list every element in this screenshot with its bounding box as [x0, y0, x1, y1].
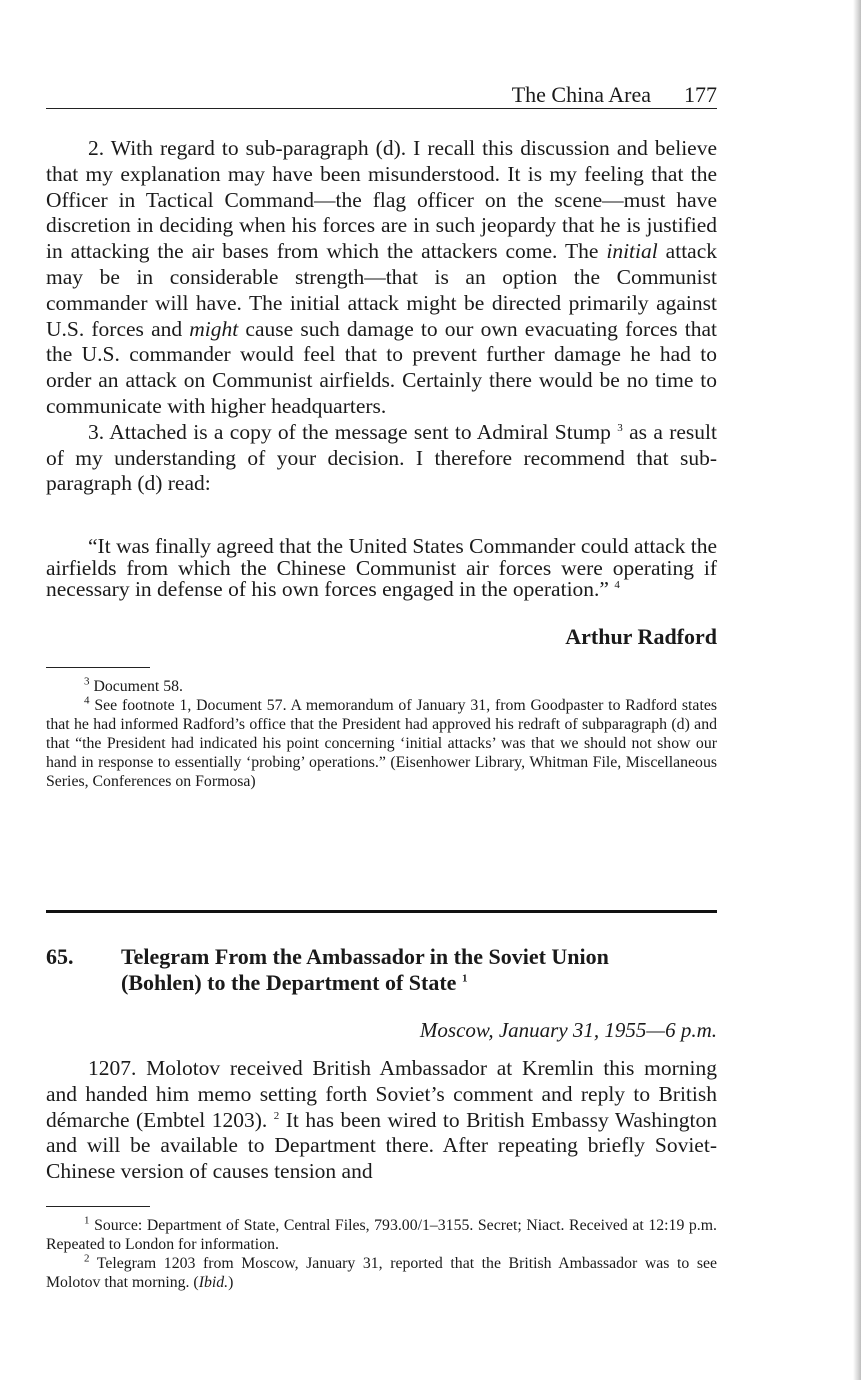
signature: Arthur Radford: [565, 624, 717, 649]
paragraph-2: 2. With regard to sub-paragraph (d). I recall this discussion and believe that my explanation may have been misunderstood. It is my feeling that the Officer in Tactical Command—the flag officer on the scene—must have discretion in deciding when his forces are in such jeopardy that he is justified in attacking the air bases from which the attackers come. The initial attack may be in considerable strength—that is an option the Communist commander will have. The initial attack might be directed primarily against U.S. forces and might cause such damage to our own evacuating forces that the U.S. commander would feel that to prevent further damage he had to order an attack on Communist airfields. Certainly there would be no time to communicate with higher headquarters.: [46, 136, 718, 418]
footnote-3: $^3$ Document 58.: [84, 675, 183, 695]
footnote-rule-bottom: [46, 1206, 150, 1207]
quoted-subparagraph: “It was finally agreed that the United States Commander could attack the airfields from which the Chinese Communist air forces were operating if necessary in defense of his own forces engaged in the operation.” $^4$: [46, 534, 717, 602]
document-separator: [46, 910, 717, 913]
footnote-ref-2: 2: [273, 1109, 280, 1122]
footnote-ref-3: 3: [617, 421, 623, 434]
footnotes-bottom: [46, 1216, 717, 1292]
page-number: 177: [684, 82, 717, 107]
header-title: The China Area: [511, 82, 651, 107]
telegram-paragraph: 1207. Molotov received British Ambassador at Kremlin this morning and handed him memo setting forth Soviet’s comment and reply to British démarche (Embtel 1203). $^2$ It has been wired to British Embassy Washington and will be available to Department there. After repeating briefly Soviet-Chinese version of causes tension and: [46, 1056, 717, 1184]
running-header: [46, 82, 717, 109]
footnote-4: $^4$ See footnote 1, Document 57. A memorandum of January 31, from Goodpaster to Radford states that he had informed Radford’s office that the President had approved his redraft of subparagraph (d) and that “the President had indicated his point concerning ‘initial attacks’ was that we should not show our hand in response to essentially ‘probing’ operations.” (Eisenhower Library, Whitman File, Miscellaneous Series, Conferences on Formosa): [46, 694, 717, 790]
paragraph-3: 3. Attached is a copy of the message sent to Admiral Stump $^3$ as a result of my understanding of your decision. I therefore recommend that sub-paragraph (d) read:: [46, 419, 717, 496]
footnote-rule-top: [46, 667, 150, 668]
document-title: Telegram From the Ambassador in the Soviet Union (Bohlen) to the Department of State $^1$: [121, 944, 609, 995]
letter-body: [46, 136, 717, 497]
dateline: Moscow, January 31, 1955—6 p.m.: [419, 1018, 717, 1042]
footnote-ref-4: 4: [614, 579, 620, 592]
footnotes-top: [46, 677, 717, 791]
telegram-body: [46, 1056, 717, 1185]
footnote-ref-1: 1: [461, 972, 468, 985]
footnote-2: $^2$ Telegram 1203 from Moscow, January 31, reported that the British Ambassador was to see Molotov that morning. (Ibid.): [46, 1252, 717, 1291]
footnote-1: $^1$ Source: Department of State, Central Files, 793.00/1–3155. Secret; Niact. Received at 12:19 p.m. Repeated to London for information.: [46, 1214, 717, 1253]
document-number: 65.: [46, 944, 74, 969]
page-edge-shadow: [853, 0, 861, 1380]
